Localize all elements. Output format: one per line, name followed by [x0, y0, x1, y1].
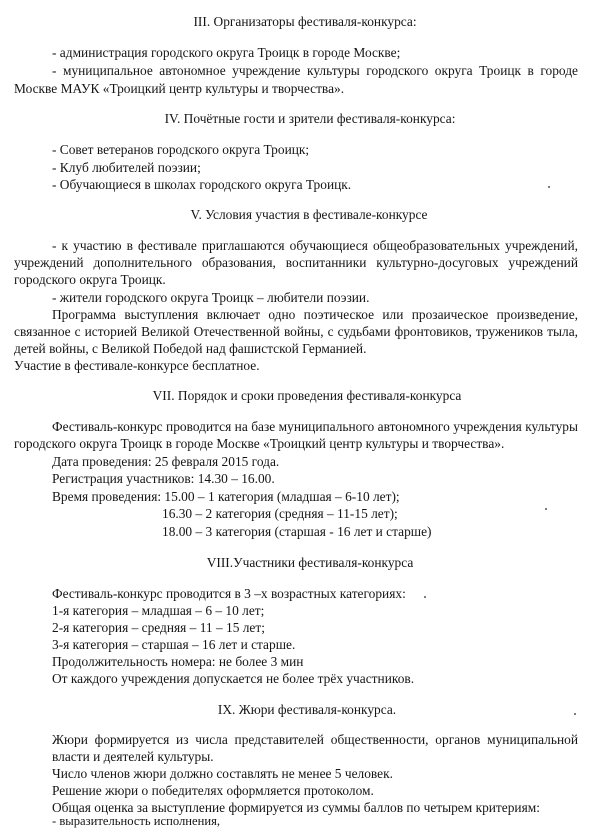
text-line: - выразительность исполнения, [52, 814, 221, 828]
text-line: связанное с историей Великой Отечественной войны, с судьбами фронтовиков, тружеников тыла, [14, 324, 578, 339]
section-9-heading: IX. Жюри фестиваля-конкурса. [217, 702, 397, 717]
text-line: 1-я категория – младшая – 6 – 10 лет; [52, 603, 265, 618]
text-line: Участие в фестивале-конкурсе бесплатное. [14, 358, 260, 373]
section-5-heading: V. Условия участия в фестивале-конкурсе [190, 207, 428, 222]
text-line: городского округа Троицк в городе Москве «Троицкий центр культуры и творчества». [14, 436, 505, 451]
scan-speck [548, 186, 550, 188]
text-line: учреждений дополнительного образования, воспитанники культурно-досуговых учреждений [14, 255, 578, 270]
text-line: власти и деятелей культуры. [52, 749, 214, 764]
scan-speck [574, 713, 576, 715]
text-line: Решение жюри о победителях оформляется протоколом. [52, 783, 374, 798]
text-line: Регистрация участников: 14.30 – 16.00. [52, 471, 275, 486]
text-line: Жюри формируется из числа представителей общественности, органов муниципальной [52, 732, 578, 747]
text-line: - Совет ветеранов городского округа Троицк; [52, 142, 310, 157]
text-line: - Обучающиеся в школах городского округа Троицк. [52, 177, 352, 192]
text-line: Москве МАУК «Троицкий центр культуры и творчества». [14, 81, 345, 96]
section-4-heading: IV. Почётные гости и зрители фестиваля-конкурса: [164, 111, 456, 126]
text-line: Общая оценка за выступление формируется из суммы баллов по четырем критериям: [52, 800, 540, 815]
text-line: - жители городского округа Троицк – любители поэзии. [52, 290, 370, 305]
text-line: 2-я категория – средняя – 11 – 15 лет; [52, 620, 265, 635]
scan-speck [545, 508, 547, 510]
text-line: 16.30 – 2 категория (средняя – 11-15 лет); [162, 506, 398, 521]
text-line: Время проведения: 15.00 – 1 категория (младшая – 6-10 лет); [52, 489, 400, 504]
text-line: - муниципальное автономное учреждение культуры городского округа Троицк в городе [52, 63, 578, 78]
text-line: Фестиваль-конкурс проводится на базе муниципального автономного учреждения культуры [52, 419, 578, 434]
section-8-heading: VIII.Участники фестиваля-конкурса [206, 555, 414, 570]
text-line: - к участию в фестивале приглашаются обучающиеся общеобразовательных учреждений, [52, 238, 578, 253]
section-7-heading: VII. Порядок и сроки проведения фестиваля-конкурса [152, 388, 462, 403]
text-line: городского округа Троицк. [14, 272, 166, 287]
text-line: Дата проведения: 25 февраля 2015 года. [52, 454, 280, 469]
text-line: детей войны, с Великой Победой над фашистской Германией. [14, 341, 367, 356]
text-line: 18.00 – 3 категория (старшая - 16 лет и старше) [162, 524, 432, 539]
scan-speck [424, 596, 426, 598]
text-line: 3-я категория – старшая – 16 лет и старше. [52, 637, 296, 652]
text-line: Число членов жюри должно составлять не менее 5 человек. [52, 766, 393, 781]
text-line: Программа выступления включает одно поэтическое или прозаическое произведение, [52, 307, 578, 322]
text-line: - администрация городского округа Троицк в городе Москве; [52, 45, 401, 60]
text-line: - Клуб любителей поэзии; [52, 160, 201, 175]
text-line: Фестиваль-конкурс проводится в 3 –х возрастных категориях: [52, 586, 406, 601]
section-3-heading: III. Организаторы фестиваля-конкурса: [193, 14, 417, 29]
text-line: Продолжительность номера: не более 3 мин [52, 654, 304, 669]
text-line: От каждого учреждения допускается не более трёх участников. [52, 671, 415, 686]
